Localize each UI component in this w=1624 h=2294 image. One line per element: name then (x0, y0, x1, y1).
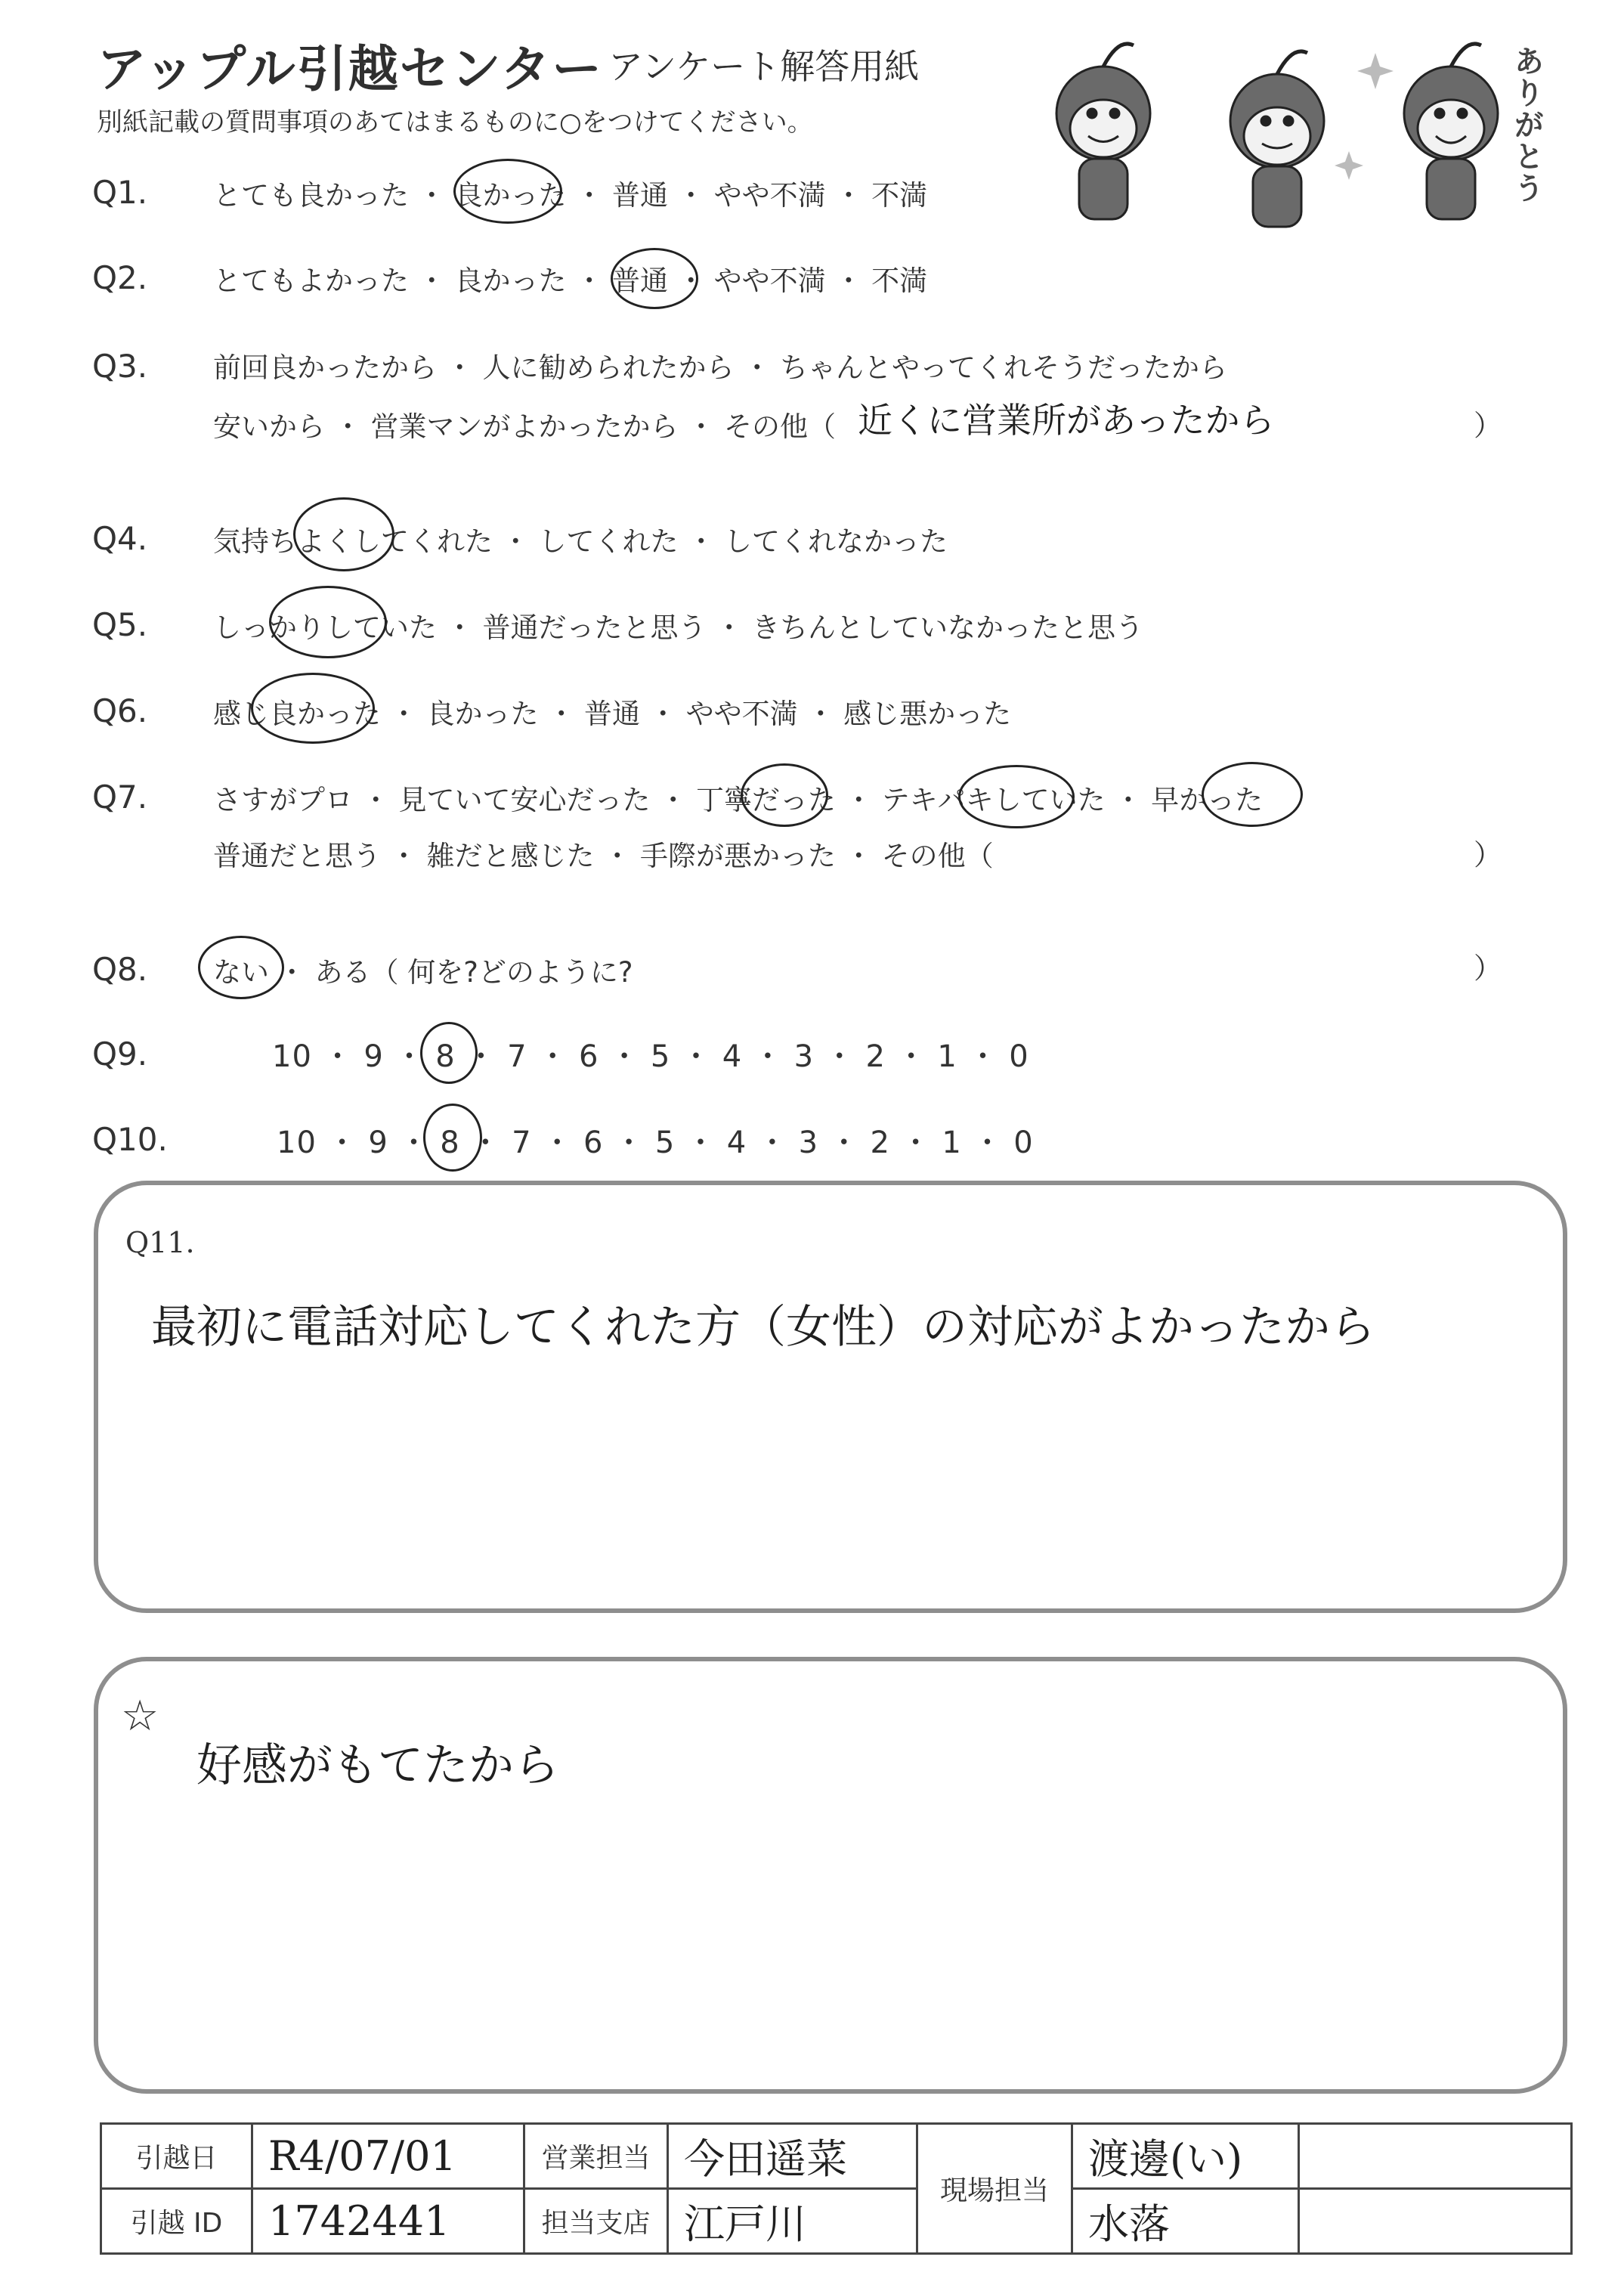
comment-answer: 好感がもてたから (196, 1739, 559, 1792)
monkey-mascots-illustration (1035, 23, 1564, 242)
answer-circle (293, 497, 394, 571)
move-id-label: 引越 ID (101, 2189, 252, 2254)
branch-value: 江戸川 (668, 2189, 917, 2254)
answer-circle (420, 1022, 478, 1084)
q11-answer-box (94, 1181, 1567, 1613)
q8-paren-close: ） (1474, 952, 1503, 985)
site-staff-1: 渡邊(い) (1072, 2124, 1299, 2189)
q11-answer: 最初に電話対応してくれた方（女性）の対応がよかったから (151, 1301, 1375, 1354)
q6-label: Q6. (92, 692, 148, 729)
q4-options: 気持ちよくしてくれた ・ してくれた ・ してくれなかった (213, 525, 948, 558)
monkey-icon (1056, 44, 1150, 219)
q3-paren-close: ） (1474, 409, 1503, 442)
q9-scale: 10 ・ 9 ・ 8 ・ 7 ・ 6 ・ 5 ・ 4 ・ 3 ・ 2 ・ 1 ・ 0 (272, 1039, 1029, 1074)
monkey-icon (1404, 44, 1498, 219)
q7-options-line2: 普通だと思う ・ 雑だと感じた ・ 手際が悪かった ・ その他（ (213, 840, 994, 872)
q8-options: ない ・ ある（ 何を?どのように? (213, 956, 633, 989)
answer-circle (741, 763, 828, 827)
answer-circle (251, 673, 375, 744)
form-subtitle: アンケート解答用紙 (608, 46, 920, 87)
q5-options: しっかりしていた ・ 普通だったと思う ・ きちんとしていなかったと思う (213, 611, 1144, 644)
q3-other-answer: 近くに営業所があったから (858, 400, 1275, 441)
thanks-text: ありがとう (1509, 45, 1544, 204)
q2-label: Q2. (92, 259, 148, 296)
site-staff-2: 水落 (1072, 2189, 1299, 2254)
q2-options: とてもよかった ・ 良かった ・ 普通 ・ やや不満 ・ 不満 (213, 265, 928, 297)
q4-label: Q4. (92, 520, 148, 557)
answer-circle (958, 765, 1075, 828)
move-date-label: 引越日 (101, 2124, 252, 2189)
sales-label: 営業担当 (524, 2124, 668, 2189)
company-title: アップル引越センター (97, 40, 604, 98)
q5-label: Q5. (92, 606, 148, 643)
sparkle-icon (1335, 53, 1394, 180)
q3-label: Q3. (92, 348, 148, 385)
empty-cell (1299, 2124, 1572, 2189)
q1-label: Q1. (92, 174, 148, 211)
q7-label: Q7. (92, 779, 148, 816)
q7-options-line1: さすがプロ ・ 見ていて安心だった ・ 丁寧だった ・ テキパキしていた ・ 早かった (213, 784, 1264, 816)
q10-scale: 10 ・ 9 ・ 8 ・ 7 ・ 6 ・ 5 ・ 4 ・ 3 ・ 2 ・ 1 ・ 0 (277, 1125, 1034, 1160)
q7-paren-close: ） (1474, 838, 1503, 871)
q10-label: Q10. (92, 1121, 168, 1158)
answer-circle (611, 248, 698, 309)
q9-label: Q9. (92, 1036, 148, 1073)
move-date-value: R4/07/01 (252, 2124, 524, 2189)
answer-circle (453, 159, 562, 224)
instructions: 別紙記載の質問事項のあてはまるものに○をつけてください。 (97, 107, 813, 138)
comment-box (94, 1657, 1567, 2094)
branch-label: 担当支店 (524, 2189, 668, 2254)
q3-options-line1: 前回良かったから ・ 人に勧められたから ・ ちゃんとやってくれそうだったから (213, 351, 1228, 384)
move-id-value: 1742441 (252, 2189, 524, 2254)
q1-options: とても良かった ・ 良かった ・ 普通 ・ やや不満 ・ 不満 (213, 179, 928, 212)
star-icon: ☆ (121, 1692, 159, 1741)
answer-circle (198, 936, 284, 999)
q6-options: 感じ良かった ・ 良かった ・ 普通 ・ やや不満 ・ 感じ悪かった (213, 698, 1012, 730)
q3-options-line2: 安いから ・ 営業マンがよかったから ・ その他（ (213, 410, 837, 443)
q11-label: Q11. (125, 1226, 195, 1259)
empty-cell (1299, 2189, 1572, 2254)
answer-circle (423, 1104, 482, 1172)
answer-circle (269, 586, 387, 658)
site-label: 現場担当 (917, 2124, 1072, 2254)
answer-circle (1202, 762, 1303, 827)
info-table (100, 2122, 1573, 2255)
sales-person-value: 今田遥菜 (668, 2124, 917, 2189)
q8-label: Q8. (92, 951, 148, 988)
monkey-icon (1230, 51, 1324, 227)
